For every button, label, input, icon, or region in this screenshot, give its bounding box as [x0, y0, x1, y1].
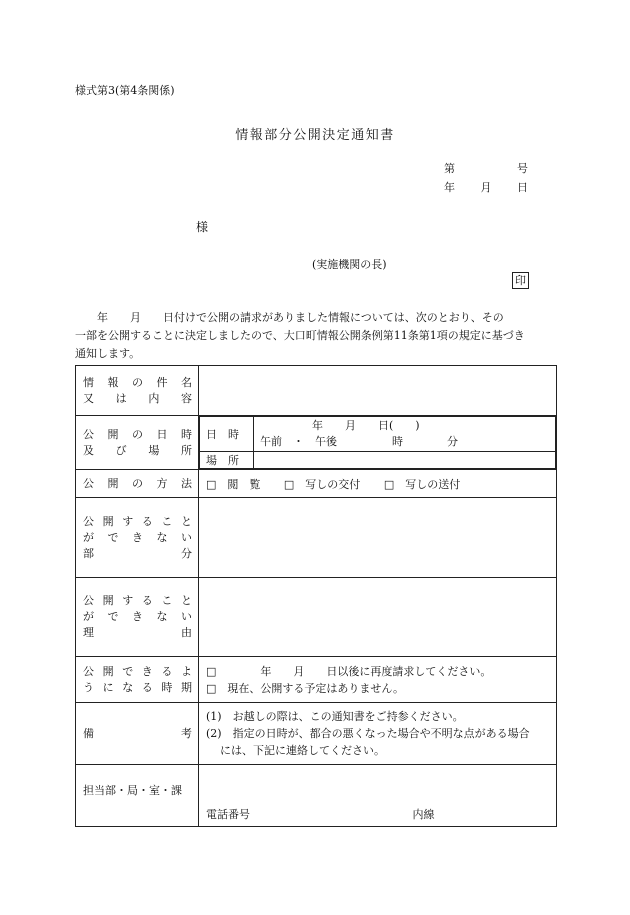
- label-char: 場: [148, 443, 160, 457]
- label-char: 情: [83, 375, 94, 389]
- label-char: る: [141, 680, 153, 694]
- label-char: に: [102, 680, 114, 694]
- label-char: 開: [107, 427, 119, 441]
- label-department: [76, 765, 199, 827]
- addressee-suffix: 様: [196, 220, 209, 234]
- availability-option-none[interactable]: □ 現在、公開する予定はありません。: [206, 681, 405, 695]
- row-info-name: [76, 366, 557, 416]
- date-year: 年: [444, 181, 455, 194]
- label-char: 備: [83, 726, 94, 740]
- label-char: 所: [180, 443, 192, 457]
- label-non-public-reason: [76, 578, 199, 657]
- label-char: 公: [83, 514, 94, 528]
- label-char: 公: [83, 594, 94, 607]
- date-month: 月: [480, 181, 492, 194]
- label-line: [83, 530, 192, 546]
- label-line: [83, 664, 192, 680]
- label-char: 名: [181, 375, 192, 389]
- row-availability: [76, 657, 557, 703]
- label-char: 公: [83, 427, 94, 441]
- label-datetime-place: [76, 416, 199, 470]
- time-text: 午前 ・ 午後 時 分: [260, 435, 458, 448]
- remark-note-2-cont: には、下記に連絡してください。: [220, 744, 385, 757]
- form-number: 様式第3(第4条関係): [75, 84, 175, 97]
- method-option-copy-mail[interactable]: □ 写しの送付: [383, 477, 461, 491]
- label-char: 件: [156, 375, 168, 389]
- method-option-inspection[interactable]: □ 閲 覧: [206, 477, 261, 491]
- availability-option-rerequest[interactable]: □ 年 月 日以後に再度請求してください。: [206, 664, 492, 678]
- datetime-label: 日 時: [200, 417, 254, 452]
- label-char: 開: [107, 476, 119, 490]
- agency-head: (実施機関の長): [312, 258, 387, 271]
- document-title: 情報部分公開決定通知書: [235, 128, 395, 143]
- row-remarks: [76, 703, 557, 765]
- number-go: 号: [517, 162, 528, 175]
- label-char: る: [141, 594, 153, 607]
- label-char: 容: [180, 391, 192, 405]
- label-method: [76, 470, 199, 498]
- label-line: [83, 546, 192, 562]
- label-char: と: [180, 594, 192, 607]
- label-char: 公: [83, 476, 94, 490]
- label-char: す: [122, 514, 134, 528]
- label-line: [83, 625, 192, 641]
- value-remarks: [199, 703, 557, 765]
- label-char: き: [132, 530, 143, 544]
- label-char: な: [122, 680, 134, 694]
- label-char: 日: [156, 427, 168, 441]
- row-method: [76, 470, 557, 498]
- label-line: [83, 375, 192, 391]
- label-char: 公: [83, 664, 94, 678]
- label-char: 部: [83, 546, 94, 560]
- label-line: [83, 609, 192, 625]
- label-line: [83, 726, 192, 742]
- label-char: 内: [148, 391, 160, 405]
- label-char: 時: [181, 427, 192, 441]
- label-char: と: [180, 514, 192, 528]
- label-char: 期: [180, 680, 192, 694]
- body-line-1: 年 月 日付けで公開の請求がありました情報については、次のとおり、その: [75, 311, 504, 324]
- label-char: る: [141, 514, 153, 528]
- value-availability: [199, 657, 557, 703]
- label-char: 開: [102, 594, 114, 607]
- label-char: び: [115, 443, 127, 457]
- label-char: が: [83, 530, 94, 544]
- value-datetime-place: [199, 416, 557, 470]
- body-line-2: 一部を公開することに決定しましたので、大口町情報公開条例第11条第1項の規定に基づき: [75, 329, 525, 342]
- value-department: [199, 765, 557, 827]
- label-char: 開: [102, 664, 114, 678]
- label-char: い: [181, 530, 192, 544]
- label-char: で: [107, 610, 119, 623]
- label-char: が: [83, 610, 94, 623]
- datetime-value[interactable]: [254, 417, 556, 452]
- value-non-public-part[interactable]: [199, 498, 557, 578]
- seal-mark: 印: [512, 272, 529, 289]
- row-department: [76, 765, 557, 827]
- body-line-3: 通知します。: [75, 347, 141, 360]
- label-char: る: [161, 664, 173, 678]
- label-char: こ: [161, 594, 173, 607]
- label-char: う: [83, 680, 94, 694]
- label-char: な: [156, 530, 168, 544]
- label-char: で: [107, 530, 119, 544]
- label-char: い: [181, 610, 192, 623]
- label-char: よ: [180, 664, 192, 678]
- label-line: [83, 427, 192, 443]
- date-text: 年 月 日( ): [312, 419, 420, 432]
- label-info-name: [76, 366, 199, 416]
- label-line: [83, 514, 192, 530]
- value-info-name[interactable]: [199, 366, 557, 416]
- label-char: 時: [161, 680, 173, 694]
- label-char: 方: [156, 476, 168, 490]
- label-char: 開: [102, 514, 114, 528]
- place-value[interactable]: [254, 452, 556, 469]
- label-remarks: [76, 703, 199, 765]
- department-label: 担当部・局・室・課: [83, 783, 182, 797]
- label-line: [83, 680, 192, 696]
- label-char: 考: [181, 726, 192, 740]
- phone-label: 電話番号: [206, 808, 250, 821]
- place-label: 場 所: [200, 452, 254, 469]
- extension-label: 内線: [412, 808, 435, 821]
- label-char: の: [132, 476, 143, 490]
- label-char: こ: [161, 514, 173, 528]
- label-char: の: [132, 427, 143, 441]
- row-datetime-place: [76, 416, 557, 470]
- label-non-public-part: [76, 498, 199, 578]
- document-number-line: [444, 160, 528, 176]
- notice-body: [75, 309, 553, 363]
- label-char: き: [132, 610, 143, 623]
- label-char: で: [122, 664, 134, 678]
- notice-table: [75, 365, 557, 827]
- label-char: 理: [83, 626, 94, 639]
- label-char: 又: [83, 391, 94, 405]
- label-line: [83, 476, 192, 492]
- label-char: な: [156, 610, 168, 623]
- value-non-public-reason[interactable]: [199, 578, 557, 657]
- row-non-public-part: [76, 498, 557, 578]
- label-char: 法: [181, 476, 192, 490]
- label-char: は: [115, 391, 127, 405]
- label-line: [83, 443, 192, 459]
- label-line: [83, 391, 192, 407]
- label-availability: [76, 657, 199, 703]
- remark-note-2: (2) 指定の日時が、都合の悪くなった場合や不明な点がある場合: [206, 727, 530, 740]
- row-non-public-reason: [76, 578, 557, 657]
- label-char: 及: [83, 443, 94, 457]
- number-dai: 第: [444, 162, 455, 175]
- remark-note-1: (1) お越しの際は、この通知書をご持参ください。: [206, 710, 464, 723]
- label-char: す: [122, 594, 134, 607]
- label-char: 報: [107, 375, 119, 389]
- label-char: 分: [181, 546, 192, 560]
- value-method: [199, 470, 557, 498]
- method-option-copy-delivery[interactable]: □ 写しの交付: [283, 477, 361, 491]
- label-line: [83, 593, 192, 609]
- datetime-place-grid: [199, 416, 556, 469]
- issue-date-line: [444, 179, 528, 195]
- label-char: き: [141, 664, 153, 678]
- label-char: の: [132, 375, 143, 389]
- label-char: 由: [181, 626, 192, 639]
- date-day: 日: [517, 181, 528, 194]
